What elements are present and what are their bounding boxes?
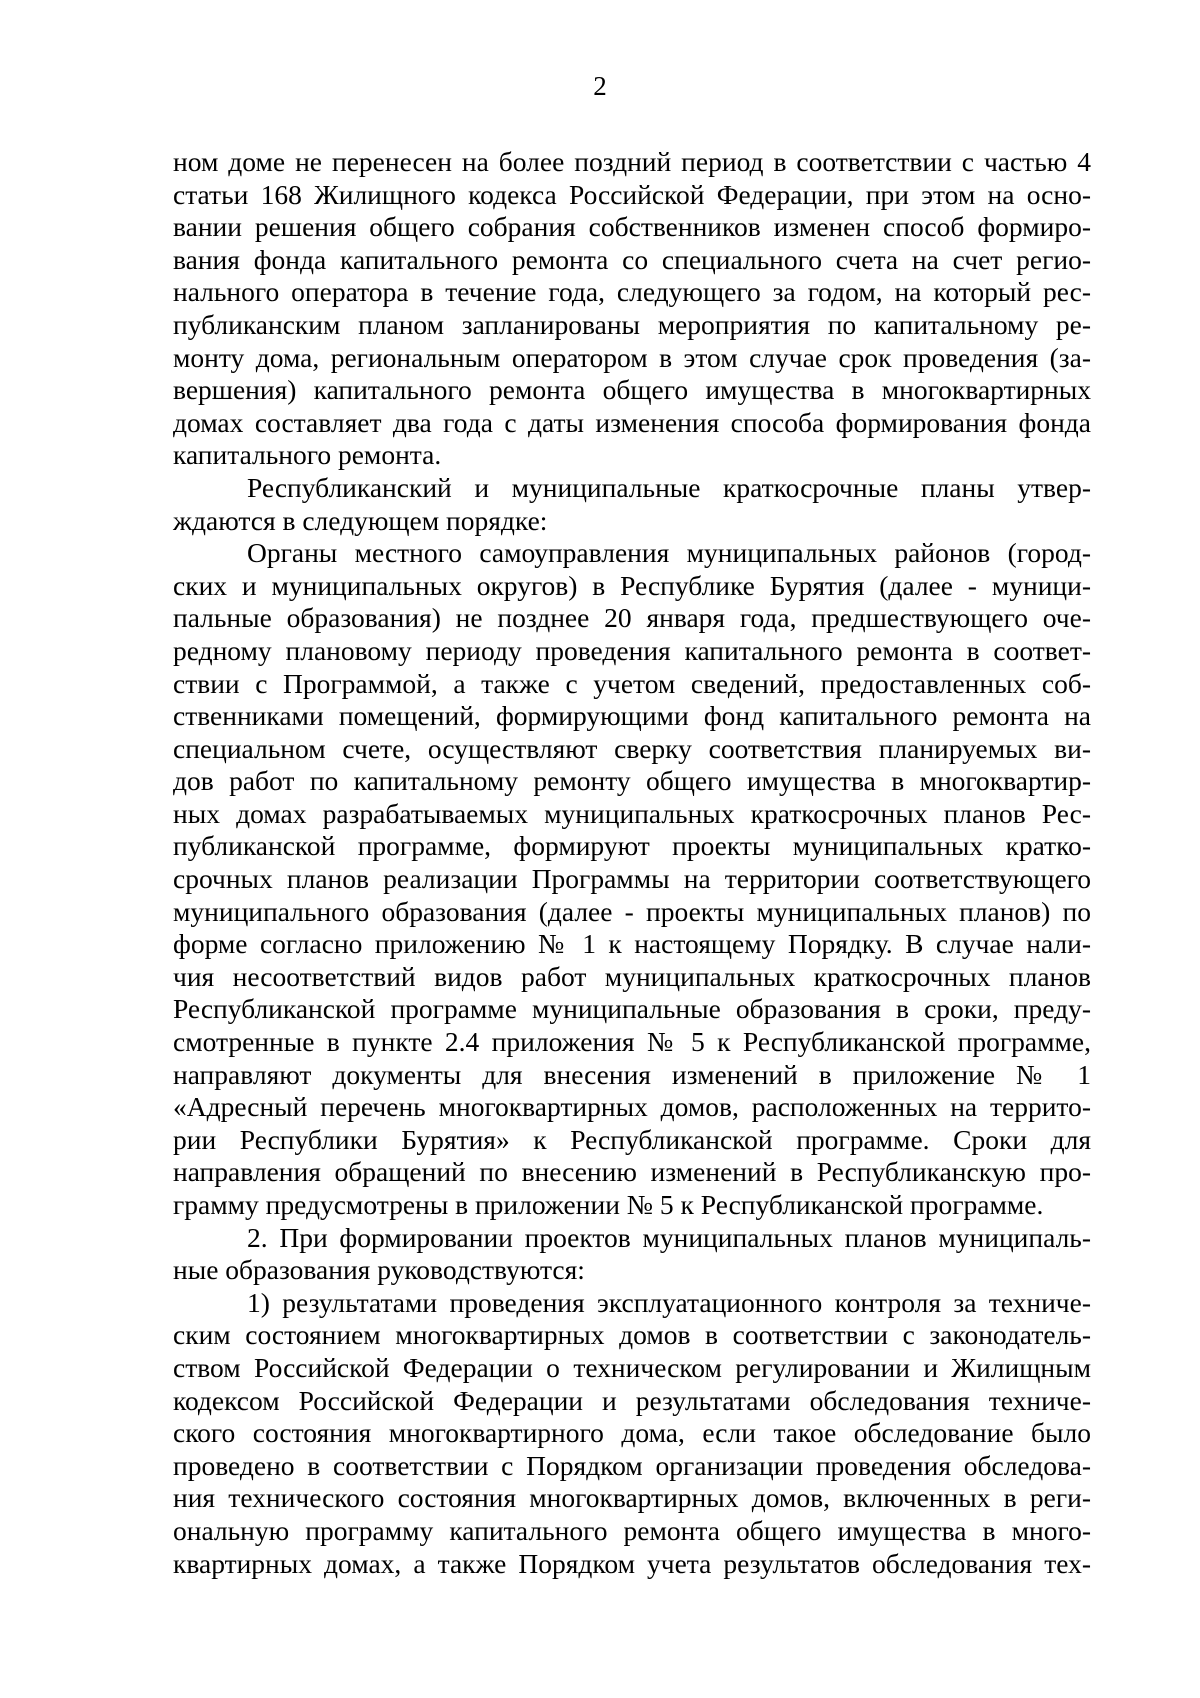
text-line: ственниками помещений, формирующими фонд капитального ремонта на [173,700,1091,732]
text-line: специальном счете, осуществляют сверку соответствия планируемых ви- [173,732,1091,764]
text-line: капитального ремонта. [173,439,442,471]
text-line: направляют документы для внесения изменений в приложение № 1 [173,1058,1091,1090]
text-line: домах составляет два года с даты изменения способа формирования фонда [173,406,1091,438]
text-line: ского состояния многоквартирного дома, если такое обследование было [173,1417,1091,1449]
text-line: ные образования руководствуются: [173,1254,585,1286]
text-line: публиканским планом запланированы мероприятия по капитальному ре- [173,308,1091,340]
text-line: Органы местного самоуправления муниципальных районов (город- [247,537,1091,569]
text-line: статьи 168 Жилищного кодекса Российской Федерации, при этом на осно- [173,178,1091,210]
text-line: ния технического состояния многоквартирных домов, включенных в реги- [173,1482,1091,1514]
text-line: ональную программу капитального ремонта общего имущества в много- [173,1514,1091,1546]
text-line: «Адресный перечень многоквартирных домов, расположенных на террито- [173,1091,1091,1123]
text-line: чия несоответствий видов работ муниципальных краткосрочных планов [173,960,1091,992]
text-line: 2. При формировании проектов муниципальных планов муниципаль- [247,1221,1091,1253]
text-line: пальные образования) не позднее 20 января года, предшествующего оче- [173,602,1091,634]
text-line: ствии с Программой, а также с учетом сведений, предоставленных соб- [173,667,1091,699]
text-line: публиканской программе, формируют проекты муниципальных кратко- [173,830,1091,862]
text-line: ским состоянием многоквартирных домов в соответствии с законодатель- [173,1319,1091,1351]
text-line: Республиканской программе муниципальные образования в сроки, преду- [173,993,1091,1025]
text-line: монту дома, региональным оператором в этом случае срок проведения (за- [173,341,1091,373]
text-line: ством Российской Федерации о техническом регулировании и Жилищным [173,1351,1091,1383]
text-line: смотренные в пункте 2.4 приложения № 5 к Республиканской программе, [173,1026,1091,1058]
text-line: направления обращений по внесению изменений в Республиканскую про- [173,1156,1091,1188]
text-line: ном доме не перенесен на более поздний период в соответствии с частью 4 [173,146,1091,177]
text-line: вершения) капитального ремонта общего имущества в многоквартирных [173,374,1091,406]
text-line: вании решения общего собрания собственников изменен способ формиро- [173,211,1091,243]
text-line: вания фонда капитального ремонта со специального счета на счет регио- [173,243,1091,275]
text-line: ждаются в следующем порядке: [173,504,548,536]
text-line: рии Республики Бурятия» к Республиканской программе. Сроки для [173,1123,1091,1155]
document-body [173,146,1091,1580]
text-line: кодексом Российской Федерации и результатами обследования техниче- [173,1384,1091,1416]
text-line: ских и муниципальных округов) в Республике Бурятия (далее - муници- [173,569,1091,601]
text-line: квартирных домах, а также Порядком учета результатов обследования тех- [173,1547,1091,1579]
text-line: ных домах разрабатываемых муниципальных краткосрочных планов Рес- [173,797,1091,829]
text-line: муниципального образования (далее - проекты муниципальных планов) по [173,895,1091,927]
text-line: Республиканский и муниципальные краткосрочные планы утвер- [247,471,1091,503]
text-line: проведено в соответствии с Порядком организации проведения обследова- [173,1449,1091,1481]
page-number: 2 [593,71,607,101]
text-line: форме согласно приложению № 1 к настоящему Порядку. В случае нали- [173,928,1091,960]
text-line: 1) результатами проведения эксплуатационного контроля за техниче- [247,1286,1091,1318]
text-line: грамму предусмотрены в приложении № 5 к Республиканской программе. [173,1189,1044,1220]
text-line: дов работ по капитальному ремонту общего имущества в многоквартир- [173,765,1091,797]
text-line: нального оператора в течение года, следующего за годом, на который рес- [173,276,1091,308]
text-line: редному плановому периоду проведения капитального ремонта в соответ- [173,634,1091,666]
text-line: срочных планов реализации Программы на территории соответствующего [173,863,1091,895]
